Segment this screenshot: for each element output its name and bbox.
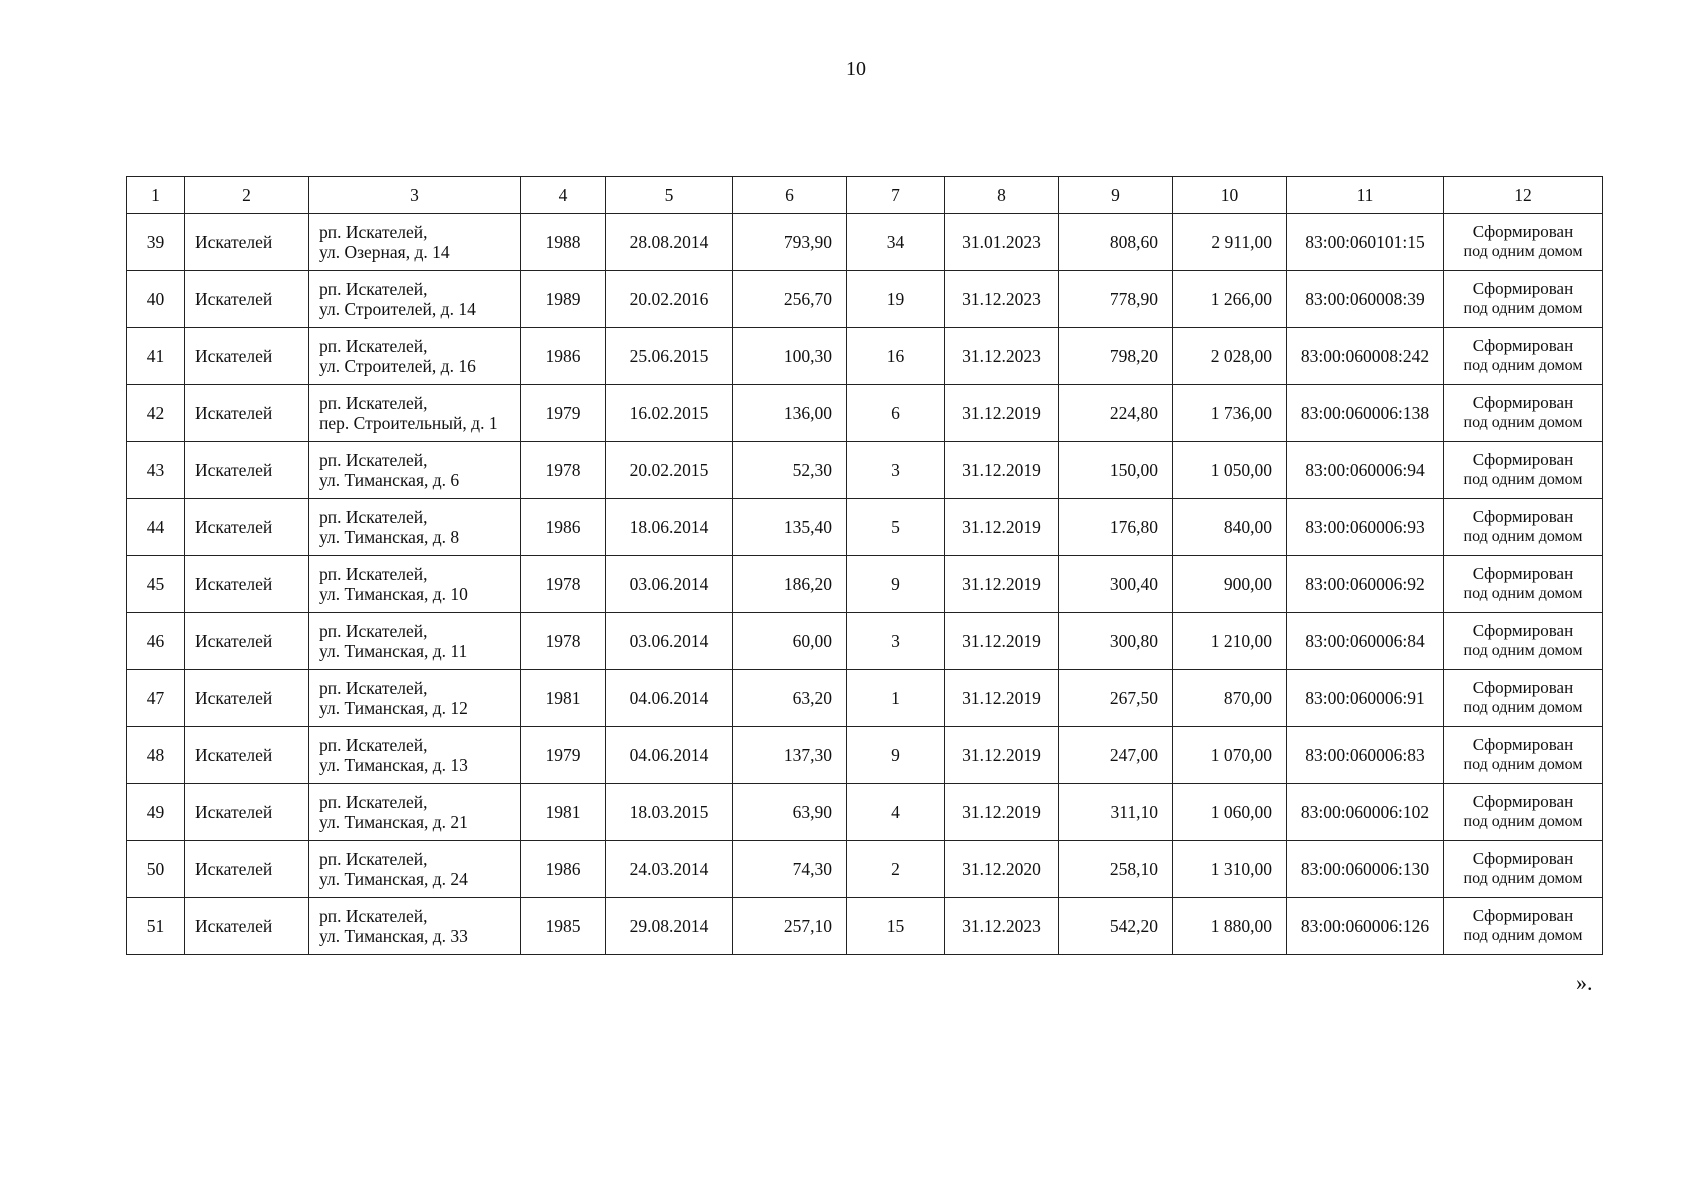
closing-quote-mark: ». bbox=[1576, 970, 1593, 995]
address-line-1: рп. Искателей, bbox=[319, 222, 428, 242]
address-cell bbox=[309, 328, 521, 385]
area-cell: 60,00 bbox=[733, 613, 847, 670]
address-cell bbox=[309, 442, 521, 499]
column-header: 4 bbox=[521, 177, 606, 214]
table-row bbox=[127, 214, 1603, 271]
address-line-1: рп. Искателей, bbox=[319, 336, 428, 356]
status-cell bbox=[1444, 613, 1603, 670]
deadline-cell: 31.12.2019 bbox=[945, 727, 1059, 784]
status-line-2: под одним домом bbox=[1463, 528, 1583, 545]
date-cell: 04.06.2014 bbox=[606, 670, 733, 727]
value10-cell: 2 028,00 bbox=[1173, 328, 1287, 385]
year-cell: 1986 bbox=[521, 499, 606, 556]
housing-table bbox=[126, 176, 1603, 955]
status-cell bbox=[1444, 328, 1603, 385]
status-line-2: под одним домом bbox=[1463, 357, 1583, 374]
area-cell: 793,90 bbox=[733, 214, 847, 271]
address-cell bbox=[309, 841, 521, 898]
table-row bbox=[127, 385, 1603, 442]
value9-cell: 300,80 bbox=[1059, 613, 1173, 670]
date-cell: 29.08.2014 bbox=[606, 898, 733, 955]
cadastral-number-cell: 83:00:060006:91 bbox=[1287, 670, 1444, 727]
cadastral-number-cell: 83:00:060006:93 bbox=[1287, 499, 1444, 556]
residents-cell: 19 bbox=[847, 271, 945, 328]
table-row bbox=[127, 727, 1603, 784]
settlement-cell: Искателей bbox=[185, 214, 309, 271]
address-line-2: ул. Тиманская, д. 33 bbox=[319, 926, 468, 946]
status-line-2: под одним домом bbox=[1463, 699, 1583, 716]
row-number-cell: 46 bbox=[127, 613, 185, 670]
residents-cell: 3 bbox=[847, 442, 945, 499]
settlement-cell: Искателей bbox=[185, 556, 309, 613]
address-line-1: рп. Искателей, bbox=[319, 621, 428, 641]
address-line-1: рп. Искателей, bbox=[319, 564, 428, 584]
year-cell: 1979 bbox=[521, 385, 606, 442]
date-cell: 25.06.2015 bbox=[606, 328, 733, 385]
date-cell: 18.03.2015 bbox=[606, 784, 733, 841]
value9-cell: 224,80 bbox=[1059, 385, 1173, 442]
address-line-1: рп. Искателей, bbox=[319, 792, 428, 812]
table-row bbox=[127, 556, 1603, 613]
table-row bbox=[127, 898, 1603, 955]
value10-cell: 870,00 bbox=[1173, 670, 1287, 727]
settlement-cell: Искателей bbox=[185, 670, 309, 727]
value10-cell: 1 736,00 bbox=[1173, 385, 1287, 442]
value9-cell: 798,20 bbox=[1059, 328, 1173, 385]
row-number-cell: 43 bbox=[127, 442, 185, 499]
address-line-2: ул. Тиманская, д. 24 bbox=[319, 869, 468, 889]
year-cell: 1978 bbox=[521, 556, 606, 613]
address-cell bbox=[309, 556, 521, 613]
address-line-2: ул. Озерная, д. 14 bbox=[319, 242, 450, 262]
status-line-2: под одним домом bbox=[1463, 813, 1583, 830]
address-cell bbox=[309, 784, 521, 841]
column-header: 12 bbox=[1444, 177, 1603, 214]
address-line-2: ул. Строителей, д. 14 bbox=[319, 299, 476, 319]
table-row bbox=[127, 784, 1603, 841]
column-header: 2 bbox=[185, 177, 309, 214]
address-line-2: ул. Тиманская, д. 13 bbox=[319, 755, 468, 775]
address-line-1: рп. Искателей, bbox=[319, 393, 428, 413]
status-line-1: Сформирован bbox=[1472, 621, 1574, 640]
cadastral-number-cell: 83:00:060006:94 bbox=[1287, 442, 1444, 499]
address-line-2: ул. Тиманская, д. 6 bbox=[319, 470, 460, 490]
value10-cell: 900,00 bbox=[1173, 556, 1287, 613]
status-line-1: Сформирован bbox=[1472, 507, 1574, 526]
residents-cell: 5 bbox=[847, 499, 945, 556]
address-line-1: рп. Искателей, bbox=[319, 279, 428, 299]
row-number-cell: 51 bbox=[127, 898, 185, 955]
table-row bbox=[127, 670, 1603, 727]
cadastral-number-cell: 83:00:060006:102 bbox=[1287, 784, 1444, 841]
settlement-cell: Искателей bbox=[185, 898, 309, 955]
value9-cell: 176,80 bbox=[1059, 499, 1173, 556]
cadastral-number-cell: 83:00:060008:39 bbox=[1287, 271, 1444, 328]
area-cell: 63,90 bbox=[733, 784, 847, 841]
column-header: 10 bbox=[1173, 177, 1287, 214]
deadline-cell: 31.12.2023 bbox=[945, 271, 1059, 328]
value9-cell: 778,90 bbox=[1059, 271, 1173, 328]
cadastral-number-cell: 83:00:060008:242 bbox=[1287, 328, 1444, 385]
status-line-1: Сформирован bbox=[1472, 393, 1574, 412]
year-cell: 1988 bbox=[521, 214, 606, 271]
address-line-1: рп. Искателей, bbox=[319, 906, 428, 926]
year-cell: 1981 bbox=[521, 784, 606, 841]
cadastral-number-cell: 83:00:060006:83 bbox=[1287, 727, 1444, 784]
address-line-2: ул. Тиманская, д. 8 bbox=[319, 527, 460, 547]
address-line-2: ул. Тиманская, д. 10 bbox=[319, 584, 468, 604]
settlement-cell: Искателей bbox=[185, 442, 309, 499]
residents-cell: 15 bbox=[847, 898, 945, 955]
address-cell bbox=[309, 898, 521, 955]
deadline-cell: 31.12.2019 bbox=[945, 613, 1059, 670]
date-cell: 20.02.2015 bbox=[606, 442, 733, 499]
value9-cell: 258,10 bbox=[1059, 841, 1173, 898]
value9-cell: 267,50 bbox=[1059, 670, 1173, 727]
residents-cell: 34 bbox=[847, 214, 945, 271]
row-number-cell: 49 bbox=[127, 784, 185, 841]
settlement-cell: Искателей bbox=[185, 613, 309, 670]
table-row bbox=[127, 442, 1603, 499]
year-cell: 1986 bbox=[521, 841, 606, 898]
address-line-1: рп. Искателей, bbox=[319, 450, 428, 470]
table-row bbox=[127, 841, 1603, 898]
status-line-1: Сформирован bbox=[1472, 678, 1574, 697]
area-cell: 52,30 bbox=[733, 442, 847, 499]
deadline-cell: 31.12.2019 bbox=[945, 670, 1059, 727]
address-cell bbox=[309, 670, 521, 727]
deadline-cell: 31.12.2020 bbox=[945, 841, 1059, 898]
residents-cell: 4 bbox=[847, 784, 945, 841]
residents-cell: 3 bbox=[847, 613, 945, 670]
value9-cell: 808,60 bbox=[1059, 214, 1173, 271]
status-cell bbox=[1444, 841, 1603, 898]
area-cell: 137,30 bbox=[733, 727, 847, 784]
year-cell: 1979 bbox=[521, 727, 606, 784]
status-cell bbox=[1444, 214, 1603, 271]
year-cell: 1986 bbox=[521, 328, 606, 385]
status-line-1: Сформирован bbox=[1472, 735, 1574, 754]
address-line-2: ул. Строителей, д. 16 bbox=[319, 356, 476, 376]
column-header: 8 bbox=[945, 177, 1059, 214]
residents-cell: 9 bbox=[847, 727, 945, 784]
value10-cell: 2 911,00 bbox=[1173, 214, 1287, 271]
table-row bbox=[127, 328, 1603, 385]
table-row bbox=[127, 613, 1603, 670]
deadline-cell: 31.12.2019 bbox=[945, 784, 1059, 841]
deadline-cell: 31.01.2023 bbox=[945, 214, 1059, 271]
status-cell bbox=[1444, 727, 1603, 784]
address-line-2: ул. Тиманская, д. 11 bbox=[319, 641, 468, 661]
date-cell: 16.02.2015 bbox=[606, 385, 733, 442]
status-line-2: под одним домом bbox=[1463, 927, 1583, 944]
row-number-cell: 48 bbox=[127, 727, 185, 784]
address-line-2: ул. Тиманская, д. 21 bbox=[319, 812, 468, 832]
date-cell: 20.02.2016 bbox=[606, 271, 733, 328]
settlement-cell: Искателей bbox=[185, 385, 309, 442]
status-cell bbox=[1444, 670, 1603, 727]
date-cell: 03.06.2014 bbox=[606, 556, 733, 613]
value10-cell: 840,00 bbox=[1173, 499, 1287, 556]
cadastral-number-cell: 83:00:060006:92 bbox=[1287, 556, 1444, 613]
address-line-2: пер. Строительный, д. 1 bbox=[319, 413, 498, 433]
area-cell: 100,30 bbox=[733, 328, 847, 385]
address-cell bbox=[309, 385, 521, 442]
date-cell: 03.06.2014 bbox=[606, 613, 733, 670]
status-line-1: Сформирован bbox=[1472, 450, 1574, 469]
address-line-1: рп. Искателей, bbox=[319, 678, 428, 698]
settlement-cell: Искателей bbox=[185, 271, 309, 328]
row-number-cell: 47 bbox=[127, 670, 185, 727]
column-header: 1 bbox=[127, 177, 185, 214]
status-cell bbox=[1444, 499, 1603, 556]
address-cell bbox=[309, 613, 521, 670]
value10-cell: 1 070,00 bbox=[1173, 727, 1287, 784]
address-cell bbox=[309, 499, 521, 556]
row-number-cell: 45 bbox=[127, 556, 185, 613]
value10-cell: 1 210,00 bbox=[1173, 613, 1287, 670]
column-header: 5 bbox=[606, 177, 733, 214]
value9-cell: 542,20 bbox=[1059, 898, 1173, 955]
column-header: 6 bbox=[733, 177, 847, 214]
address-line-2: ул. Тиманская, д. 12 bbox=[319, 698, 468, 718]
column-header: 11 bbox=[1287, 177, 1444, 214]
deadline-cell: 31.12.2023 bbox=[945, 328, 1059, 385]
page-number: 10 bbox=[846, 58, 866, 80]
area-cell: 256,70 bbox=[733, 271, 847, 328]
status-line-2: под одним домом bbox=[1463, 870, 1583, 887]
header-row bbox=[127, 177, 1603, 214]
value10-cell: 1 310,00 bbox=[1173, 841, 1287, 898]
area-cell: 74,30 bbox=[733, 841, 847, 898]
status-line-1: Сформирован bbox=[1472, 906, 1574, 925]
value9-cell: 311,10 bbox=[1059, 784, 1173, 841]
value9-cell: 247,00 bbox=[1059, 727, 1173, 784]
address-line-1: рп. Искателей, bbox=[319, 735, 428, 755]
row-number-cell: 40 bbox=[127, 271, 185, 328]
status-cell bbox=[1444, 784, 1603, 841]
residents-cell: 2 bbox=[847, 841, 945, 898]
residents-cell: 9 bbox=[847, 556, 945, 613]
cadastral-number-cell: 83:00:060006:126 bbox=[1287, 898, 1444, 955]
area-cell: 186,20 bbox=[733, 556, 847, 613]
status-line-1: Сформирован bbox=[1472, 564, 1574, 583]
address-cell bbox=[309, 727, 521, 784]
table-header bbox=[127, 177, 1603, 214]
cadastral-number-cell: 83:00:060101:15 bbox=[1287, 214, 1444, 271]
settlement-cell: Искателей bbox=[185, 499, 309, 556]
status-cell bbox=[1444, 271, 1603, 328]
column-header: 9 bbox=[1059, 177, 1173, 214]
date-cell: 04.06.2014 bbox=[606, 727, 733, 784]
value10-cell: 1 050,00 bbox=[1173, 442, 1287, 499]
area-cell: 136,00 bbox=[733, 385, 847, 442]
address-cell bbox=[309, 271, 521, 328]
status-cell bbox=[1444, 898, 1603, 955]
value10-cell: 1 880,00 bbox=[1173, 898, 1287, 955]
settlement-cell: Искателей bbox=[185, 841, 309, 898]
row-number-cell: 42 bbox=[127, 385, 185, 442]
status-line-2: под одним домом bbox=[1463, 414, 1583, 431]
row-number-cell: 39 bbox=[127, 214, 185, 271]
value9-cell: 300,40 bbox=[1059, 556, 1173, 613]
year-cell: 1985 bbox=[521, 898, 606, 955]
area-cell: 135,40 bbox=[733, 499, 847, 556]
table-body bbox=[127, 214, 1603, 955]
date-cell: 18.06.2014 bbox=[606, 499, 733, 556]
cadastral-number-cell: 83:00:060006:138 bbox=[1287, 385, 1444, 442]
status-line-2: под одним домом bbox=[1463, 585, 1583, 602]
address-line-1: рп. Искателей, bbox=[319, 849, 428, 869]
status-cell bbox=[1444, 442, 1603, 499]
date-cell: 28.08.2014 bbox=[606, 214, 733, 271]
status-line-2: под одним домом bbox=[1463, 642, 1583, 659]
year-cell: 1978 bbox=[521, 442, 606, 499]
status-cell bbox=[1444, 556, 1603, 613]
deadline-cell: 31.12.2019 bbox=[945, 499, 1059, 556]
row-number-cell: 50 bbox=[127, 841, 185, 898]
status-line-1: Сформирован bbox=[1472, 336, 1574, 355]
address-cell bbox=[309, 214, 521, 271]
status-line-2: под одним домом bbox=[1463, 471, 1583, 488]
status-cell bbox=[1444, 385, 1603, 442]
cadastral-number-cell: 83:00:060006:84 bbox=[1287, 613, 1444, 670]
residents-cell: 6 bbox=[847, 385, 945, 442]
table-row bbox=[127, 499, 1603, 556]
residents-cell: 16 bbox=[847, 328, 945, 385]
status-line-2: под одним домом bbox=[1463, 243, 1583, 260]
value10-cell: 1 060,00 bbox=[1173, 784, 1287, 841]
column-header: 3 bbox=[309, 177, 521, 214]
column-header: 7 bbox=[847, 177, 945, 214]
status-line-1: Сформирован bbox=[1472, 792, 1574, 811]
status-line-1: Сформирован bbox=[1472, 279, 1574, 298]
value9-cell: 150,00 bbox=[1059, 442, 1173, 499]
deadline-cell: 31.12.2023 bbox=[945, 898, 1059, 955]
deadline-cell: 31.12.2019 bbox=[945, 385, 1059, 442]
deadline-cell: 31.12.2019 bbox=[945, 442, 1059, 499]
settlement-cell: Искателей bbox=[185, 328, 309, 385]
address-line-1: рп. Искателей, bbox=[319, 507, 428, 527]
settlement-cell: Искателей bbox=[185, 784, 309, 841]
area-cell: 257,10 bbox=[733, 898, 847, 955]
residents-cell: 1 bbox=[847, 670, 945, 727]
status-line-2: под одним домом bbox=[1463, 300, 1583, 317]
year-cell: 1978 bbox=[521, 613, 606, 670]
table-row bbox=[127, 271, 1603, 328]
settlement-cell: Искателей bbox=[185, 727, 309, 784]
value10-cell: 1 266,00 bbox=[1173, 271, 1287, 328]
date-cell: 24.03.2014 bbox=[606, 841, 733, 898]
area-cell: 63,20 bbox=[733, 670, 847, 727]
cadastral-number-cell: 83:00:060006:130 bbox=[1287, 841, 1444, 898]
year-cell: 1989 bbox=[521, 271, 606, 328]
status-line-1: Сформирован bbox=[1472, 849, 1574, 868]
year-cell: 1981 bbox=[521, 670, 606, 727]
status-line-1: Сформирован bbox=[1472, 222, 1574, 241]
deadline-cell: 31.12.2019 bbox=[945, 556, 1059, 613]
row-number-cell: 41 bbox=[127, 328, 185, 385]
row-number-cell: 44 bbox=[127, 499, 185, 556]
status-line-2: под одним домом bbox=[1463, 756, 1583, 773]
